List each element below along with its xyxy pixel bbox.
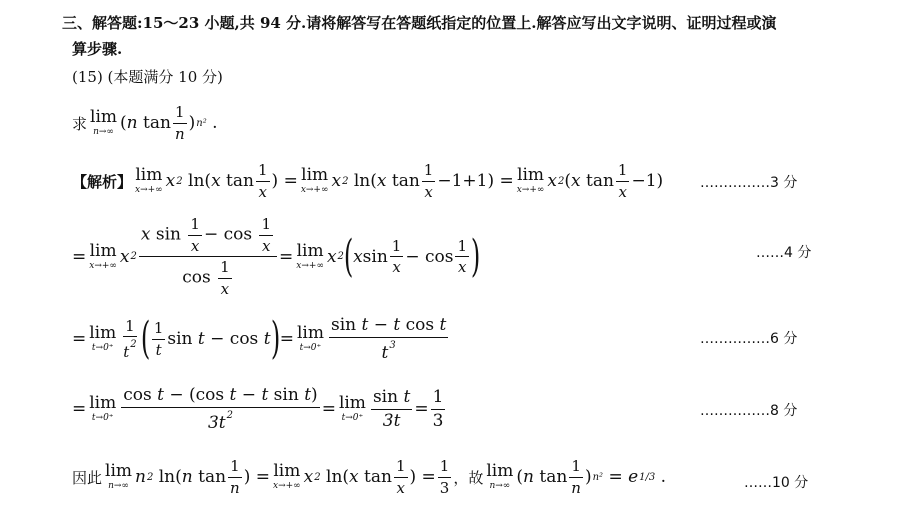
solution-step-3: = lim t→0⁺ $\frac{1}{t^2}$ ( $\frac{1}{t}$ sin t − cos t ) = lim t→0⁺ $\frac{\text{sin t − t cos t}}{t^3}$ bbox=[72, 313, 447, 365]
solution-step-1: 【解析】 lim x→+∞ x 2 ln( x tan $\frac{1}{x}$ ) = lim x→+∞ x 2 ln( x tan $\frac{1}{x}$ −1+1) = lim x→+∞ x 2 ( x tan $\frac{1}{x}$ −1) bbox=[72, 161, 664, 201]
fraction: x sin $\frac{1}{x}$ − cos $\frac{1}{x}$ cos $\frac{1}{x}$ bbox=[139, 216, 277, 297]
problem-number: (15) (本题满分 10 分) bbox=[72, 68, 223, 86]
conclusion: 因此 lim n→∞ n 2 ln( n tan $\frac{1}{n}$ ) = lim x→+∞ x 2 ln( x tan $\frac{1}{x}$ ) = $\frac{1}{3}$ ，故 lim n→∞ ( n tan $\frac{1}{n}$ ) n² = e 1/3 . bbox=[72, 457, 667, 497]
fraction: $\frac{1}{n}$ bbox=[174, 103, 185, 143]
section-header-continued: 算步骤. bbox=[72, 40, 123, 58]
limit-operator: lim n→∞ bbox=[90, 107, 118, 137]
problem-statement: 求 lim n→∞ ( n tan $\frac{1}{n}$ ) n² . bbox=[72, 103, 218, 143]
section-header: 三、解答题:15～23 小题,共 94 分.请将解答写在答题纸指定的位置上.解答应写出文字说明、证明过程或演 bbox=[62, 14, 777, 32]
score-step-1: ……………3 分 bbox=[700, 175, 798, 191]
solution-step-2: = lim x→+∞ x 2 x sin $\frac{1}{x}$ − cos $\frac{1}{x}$ cos $\frac{1}{x}$ = lim x→+∞ x 2 ( x sin $\frac{1}{x}$ − cos $\frac{1}{x}$ ) bbox=[72, 215, 481, 298]
score-step-2: ……4 分 bbox=[756, 245, 812, 261]
score-step-3: ……………6 分 bbox=[700, 331, 798, 347]
solution-step-4: = lim t→0⁺ $\frac{\text{cos t − (cos t − t sin t)}}{3t^2}$ = lim t→0⁺ $\frac{\text{sin t}}{3t}$ = $\frac{1}{3}$ bbox=[72, 385, 444, 433]
conclusion-prefix: 因此 bbox=[72, 468, 103, 487]
analysis-label: 【解析】 bbox=[72, 172, 133, 191]
score-step-4: ……………8 分 bbox=[700, 403, 798, 419]
problem-prefix: 求 bbox=[72, 114, 88, 133]
conclusion-mid: ，故 bbox=[453, 468, 484, 487]
score-step-5: ……10 分 bbox=[744, 475, 809, 491]
